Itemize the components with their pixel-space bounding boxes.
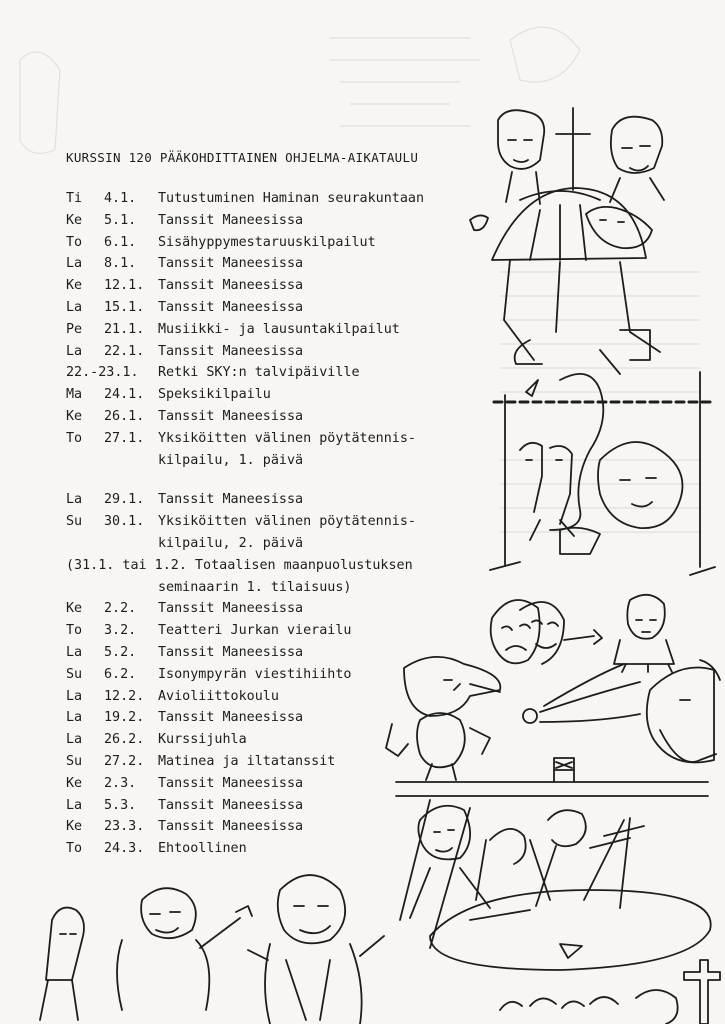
- schedule-day: To: [66, 234, 83, 250]
- schedule-day: Ke: [66, 212, 83, 228]
- schedule-day: La: [66, 256, 83, 272]
- skiers-drawing: [400, 800, 711, 970]
- schedule-event: Tanssit Maneesissa: [158, 710, 304, 726]
- schedule-event: Teatteri Jurkan vierailu: [158, 623, 352, 639]
- schedule-day: Ke: [66, 819, 83, 835]
- schedule-day: La: [66, 688, 83, 704]
- schedule-date: 23.3.: [104, 819, 145, 835]
- schedule-date: 4.1.: [104, 191, 137, 206]
- schedule-event: Tanssit Maneesissa: [158, 797, 304, 813]
- schedule-day: La: [66, 644, 83, 660]
- schedule-date: 29.1.: [104, 492, 145, 508]
- schedule-day: Pe: [66, 321, 83, 337]
- schedule-event: Tanssit Maneesissa: [158, 299, 304, 315]
- schedule-day: Ke: [66, 408, 83, 424]
- schedule-date: 27.2.: [104, 753, 145, 769]
- theatre-masks-drawing: [491, 600, 602, 664]
- schedule-event: Tanssit Maneesissa: [158, 256, 304, 272]
- schedule-day: Ke: [66, 601, 83, 617]
- schedule-event: Retki SKY:n talvipäiville: [158, 365, 360, 381]
- schedule-event: Musiikki- ja lausuntakilpailut: [158, 321, 400, 337]
- schedule-date: 24.3.: [104, 841, 145, 857]
- schedule-date: 6.1.: [104, 234, 137, 250]
- catcher-figure-drawing: [647, 660, 720, 763]
- schedule-event: Tanssit Maneesissa: [158, 212, 304, 228]
- schedule-date: 24.1.: [104, 387, 145, 403]
- schedule-event: Tanssit Maneesissa: [158, 492, 304, 508]
- schedule-event: Speksikilpailu: [158, 387, 271, 403]
- schedule-date: 26.1.: [104, 408, 145, 424]
- ball-thrower-drawing: [386, 657, 640, 780]
- schedule-event: Isonympyrän viestihiihto: [158, 666, 352, 682]
- schedule-event: Yksiköitten välinen pöytätennis-: [158, 430, 416, 446]
- schedule-event: (31.1. tai 1.2. Totaalisen maanpuolustuksen: [66, 557, 413, 573]
- schedule-date: 5.2.: [104, 644, 137, 660]
- schedule-day: La: [66, 492, 83, 508]
- schedule-date: 15.1.: [104, 299, 145, 315]
- schedule-event: Sisähyppymestaruuskilpailut: [158, 234, 376, 250]
- schedule-day: To: [66, 623, 83, 639]
- cross-bearers-drawing: [470, 108, 664, 374]
- schedule-day: To: [66, 430, 83, 446]
- schedule-day: Su: [66, 753, 83, 769]
- schedule-event: Ehtoollinen: [158, 841, 247, 857]
- schedule-day: La: [66, 299, 83, 315]
- schedule-event: Tanssit Maneesissa: [158, 644, 304, 660]
- schedule-event: Tanssit Maneesissa: [158, 278, 304, 294]
- schedule-day: Ma: [66, 387, 83, 403]
- schedule-date: 21.1.: [104, 321, 145, 337]
- schedule-event: Kurssijuhla: [158, 732, 247, 748]
- schedule-date: 22.1.: [104, 343, 145, 359]
- ski-track-drawing: [396, 758, 708, 796]
- schedule-day: To: [66, 841, 83, 857]
- schedule-day: Ti: [66, 191, 83, 206]
- schedule-event: Tanssit Maneesissa: [158, 408, 304, 424]
- schedule-event: kilpailu, 2. päivä: [158, 535, 304, 551]
- schedule-date: 12.2.: [104, 688, 145, 704]
- schedule-date: 8.1.: [104, 256, 137, 272]
- schedule-event: seminaarin 1. tilaisuus): [158, 579, 352, 595]
- schedule-date: 3.2.: [104, 623, 137, 639]
- schedule-day: La: [66, 797, 83, 813]
- schedule-date: 19.2.: [104, 710, 145, 726]
- schedule-day: La: [66, 732, 83, 748]
- schedule-date: 5.3.: [104, 797, 137, 813]
- schedule-day: Su: [66, 666, 83, 682]
- schedule-event: Yksiköitten välinen pöytätennis-: [158, 514, 416, 530]
- schedule-event: kilpailu, 1. päivä: [158, 452, 304, 468]
- schedule-day: Su: [66, 514, 83, 530]
- schedule-event: Matinea ja iltatanssit: [158, 753, 336, 769]
- schedule-date: 27.1.: [104, 430, 145, 446]
- schedule-day: Ke: [66, 278, 83, 294]
- high-jump-drawing: [490, 372, 715, 575]
- schedule-date: 6.2.: [104, 666, 137, 682]
- schedule-event: Tanssit Maneesissa: [158, 601, 304, 617]
- schedule-date: 26.2.: [104, 732, 145, 748]
- schedule-date: 30.1.: [104, 514, 145, 530]
- schedule-date: 22.-23.1.: [66, 365, 139, 381]
- schedule-day: Ke: [66, 775, 83, 791]
- schedule-date: 5.1.: [104, 212, 137, 228]
- schedule-date: 2.2.: [104, 601, 137, 617]
- schedule-day: La: [66, 710, 83, 726]
- schedule-event: Tutustuminen Haminan seurakuntaan: [158, 191, 425, 206]
- schedule-event: Avioliittokoulu: [158, 688, 279, 704]
- schedule-day: La: [66, 343, 83, 359]
- schedule-event: Tanssit Maneesissa: [158, 819, 304, 835]
- schedule-date: 2.3.: [104, 775, 137, 791]
- small-figure-drawing: [614, 595, 674, 672]
- schedule-event: Tanssit Maneesissa: [158, 343, 304, 359]
- bottom-crowd-drawing: [40, 875, 384, 1024]
- schedule-event: Tanssit Maneesissa: [158, 775, 304, 791]
- page-title: KURSSIN 120 PÄÄKOHDITTAINEN OHJELMA-AIKATAULU: [66, 150, 419, 165]
- schedule-date: 12.1.: [104, 278, 145, 294]
